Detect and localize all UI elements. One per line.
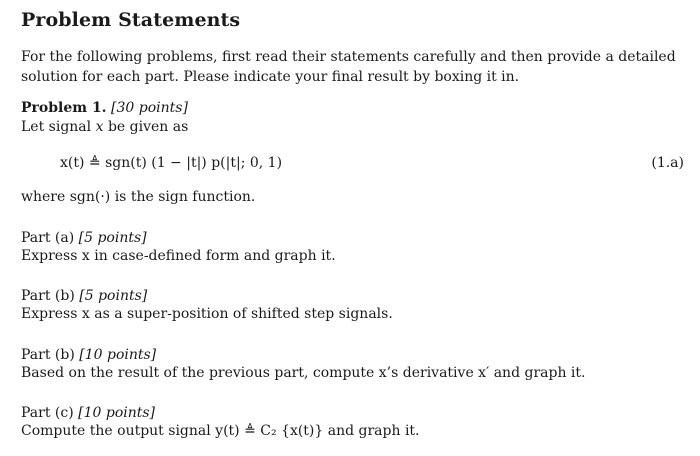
part-b2-heading	[21, 345, 156, 365]
part-label: Part (b)	[21, 347, 75, 363]
problem-1-heading	[21, 98, 188, 118]
part-a-text: Express x in case-defined form and graph it.	[21, 248, 336, 264]
problem-1-points: [30 points]	[111, 100, 188, 116]
part-label: Part (a)	[21, 230, 75, 246]
part-c-text: Compute the output signal y(t) ≜ C₂ {x(t)} and graph it.	[21, 423, 420, 439]
part-b2-text: Based on the result of the previous part, compute x’s derivative x′ and graph it.	[21, 365, 586, 381]
part-a-heading	[21, 228, 147, 248]
equation-number: (1.a)	[651, 155, 684, 171]
part-points: [5 points]	[79, 288, 148, 304]
problem-1-label: Problem 1.	[21, 100, 107, 116]
statement-suffix: be given as	[107, 119, 189, 135]
statement-variable: x	[95, 119, 104, 135]
problem-1-statement	[21, 117, 188, 137]
where-clause: where sgn(·) is the sign function.	[21, 189, 256, 205]
part-points: [5 points]	[78, 230, 147, 246]
part-label: Part (c)	[21, 405, 74, 421]
intro-paragraph: For the following problems, first read their statements carefully and then provide a detailed solution for each part. Please indicate your final result by boxing it in.	[21, 49, 676, 85]
page-title: Problem Statements	[21, 9, 241, 31]
part-points: [10 points]	[79, 347, 157, 363]
part-b1-text: Express x as a super-position of shifted step signals.	[21, 306, 393, 322]
part-points: [10 points]	[78, 405, 156, 421]
part-b1-heading	[21, 286, 147, 306]
equation-1a: x(t) ≜ sgn(t) (1 − |t|) p(|t|; 0, 1)	[60, 155, 283, 171]
part-c-heading	[21, 403, 155, 423]
part-label: Part (b)	[21, 288, 75, 304]
statement-prefix: Let signal	[21, 119, 92, 135]
